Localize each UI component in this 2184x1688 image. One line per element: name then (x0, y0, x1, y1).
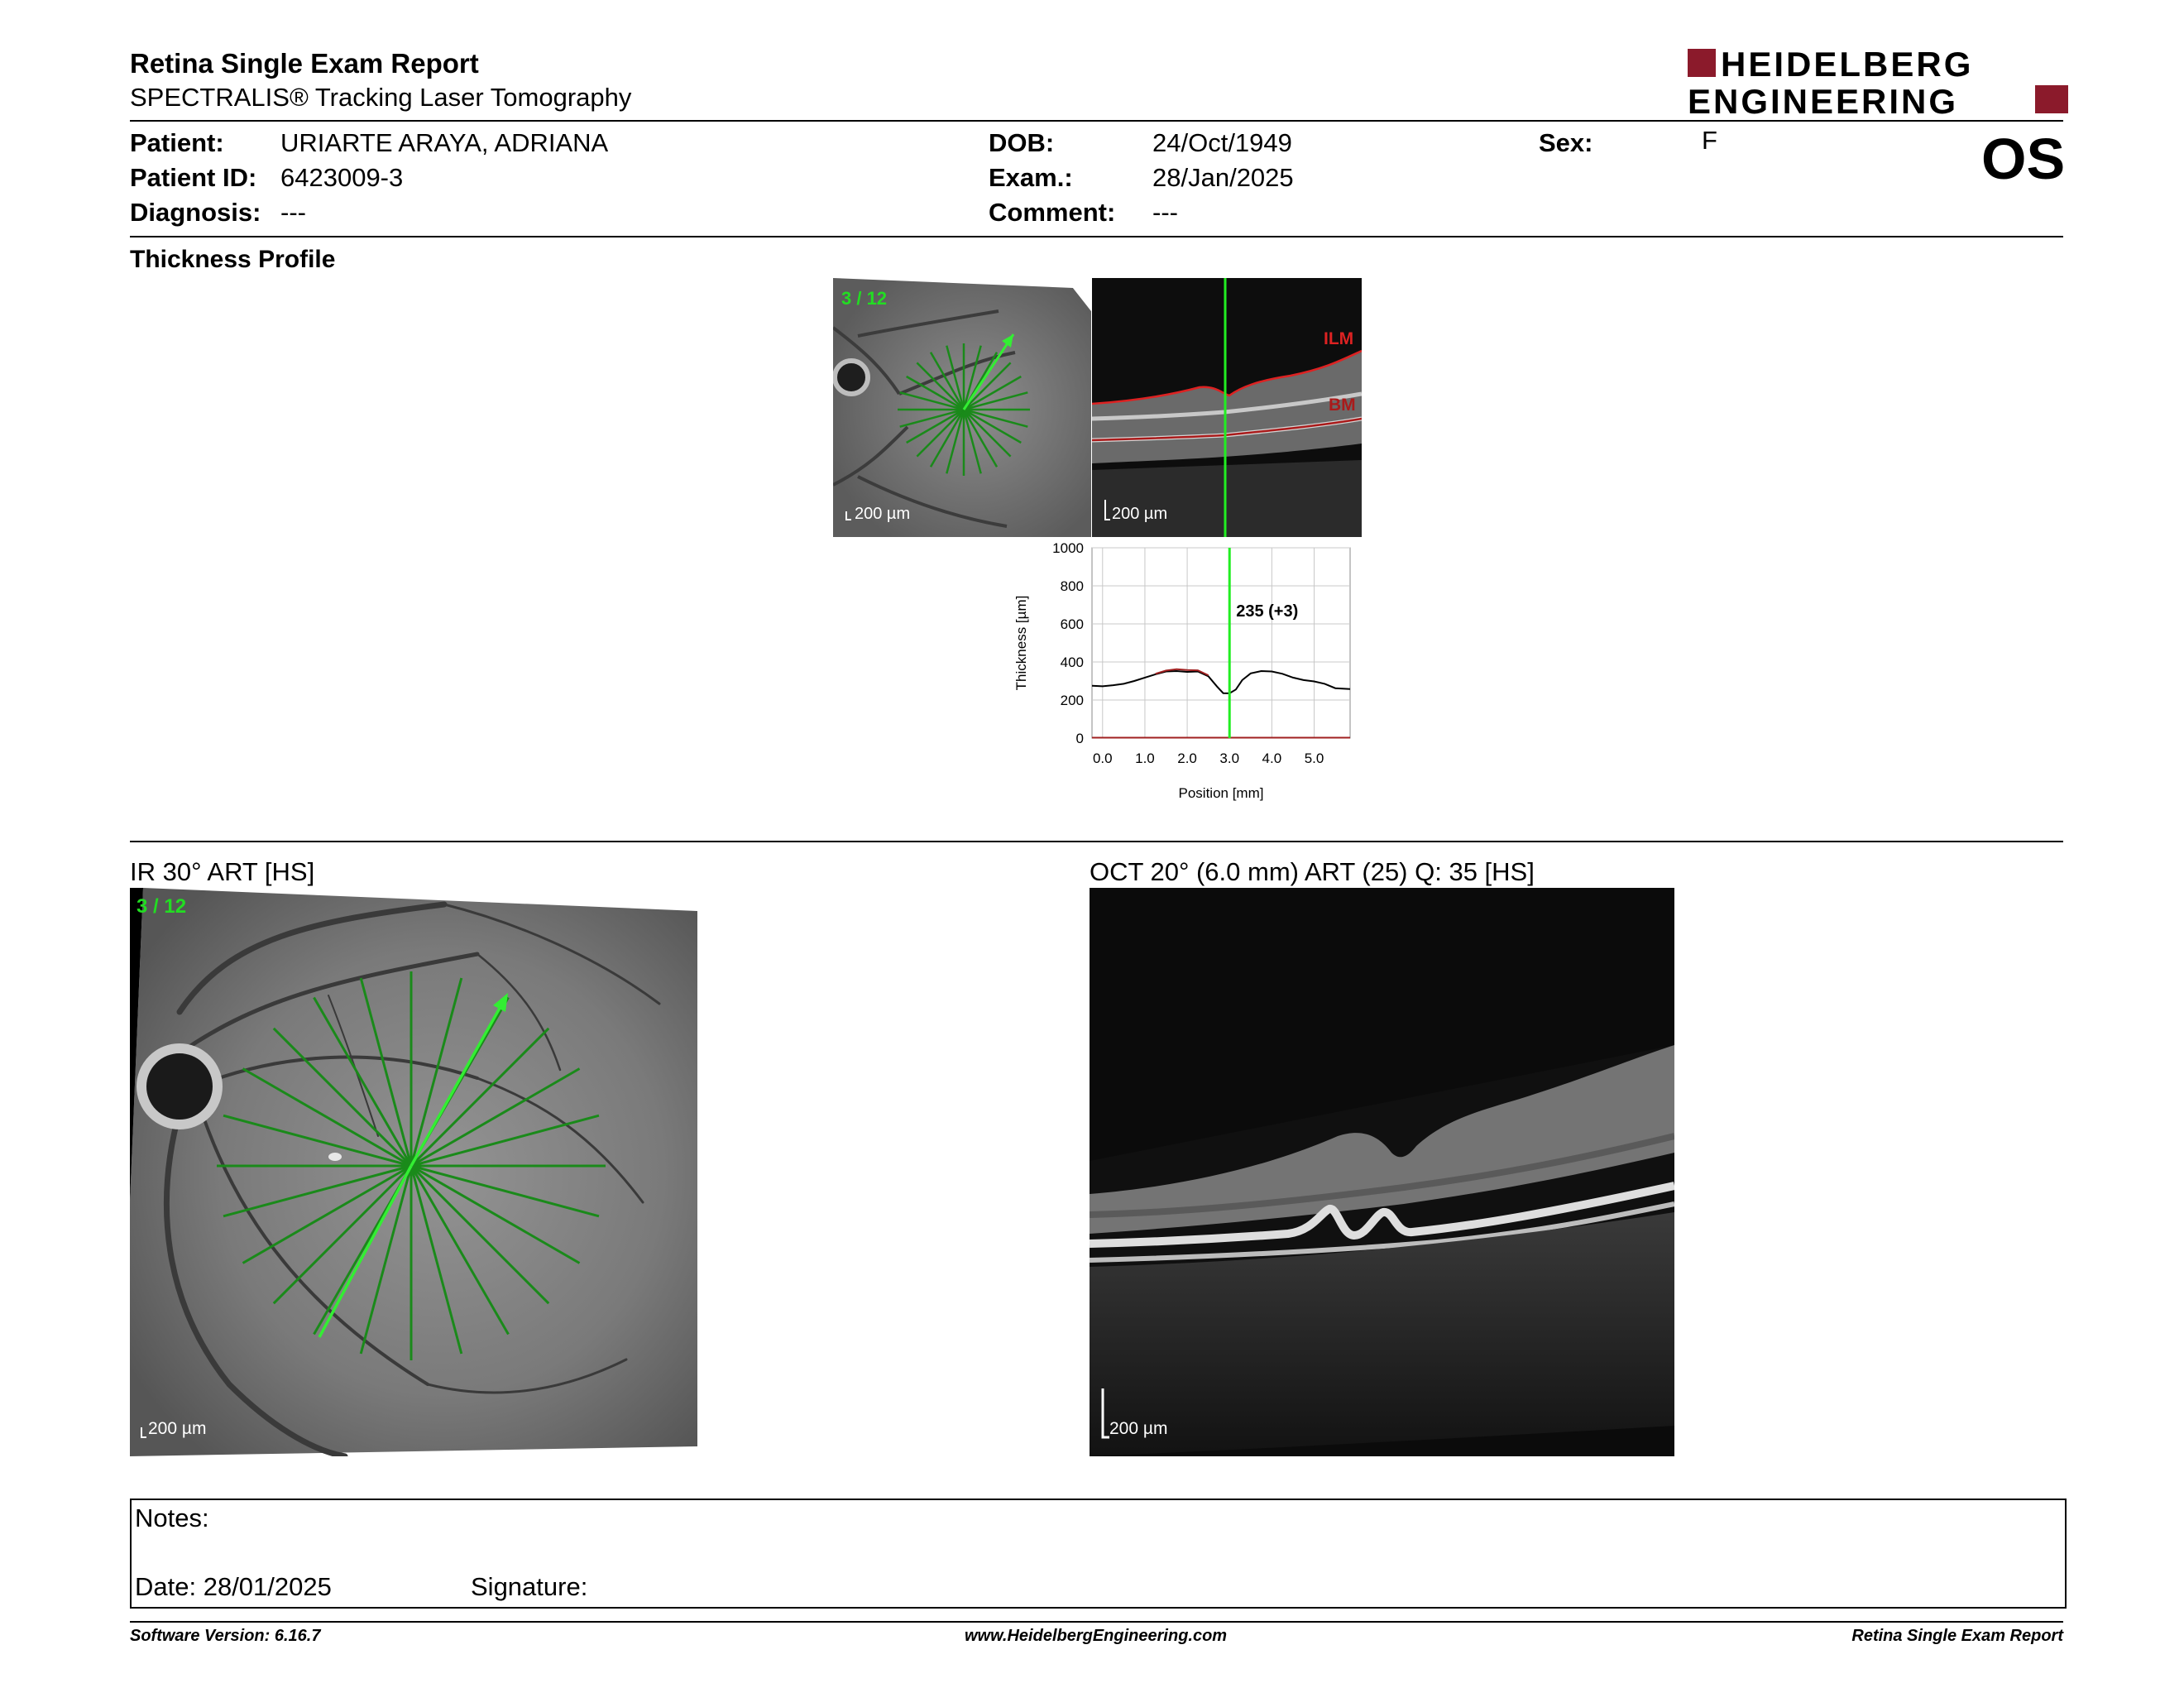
dob-label: DOB: (989, 128, 1055, 157)
chart-y-tick-label: 400 (1060, 655, 1084, 670)
footer-software-version: Software Version: 6.16.7 (130, 1627, 321, 1645)
sex-label: Sex: (1539, 128, 1593, 157)
thumb-scan-index: 3 / 12 (841, 288, 888, 309)
chart-y-axis-label: Thickness [µm] (1013, 595, 1029, 691)
exam-value: 28/Jan/2025 (1152, 163, 1294, 192)
ir-caption: IR 30° ART [HS] (130, 857, 315, 886)
oct-thumb-scale-label: 200 µm (1112, 505, 1168, 523)
logo-line1: HEIDELBERG (1721, 46, 1974, 84)
patient-id: 6423009-3 (280, 163, 404, 192)
ir-scale-label: 200 µm (148, 1419, 207, 1438)
comment-label: Comment: (989, 198, 1116, 227)
chart-y-tick-label: 0 (1075, 731, 1084, 746)
oct-thumbnail (1092, 278, 1362, 537)
header-divider (130, 120, 2063, 122)
exam-label: Exam.: (989, 163, 1073, 192)
patient-label: Patient: (130, 128, 224, 157)
chart-y-tick-label: 200 (1060, 693, 1084, 708)
chart-plot-area (1092, 548, 1350, 738)
footer-report-name: Retina Single Exam Report (1851, 1627, 2063, 1645)
chart-x-tick-label: 0.0 (1092, 750, 1113, 766)
report-title: Retina Single Exam Report (130, 48, 479, 79)
oct-caption: OCT 20° (6.0 mm) ART (25) Q: 35 [HS] (1090, 857, 1535, 886)
ir-scan-index: 3 / 12 (136, 895, 187, 918)
diagnosis-value: --- (280, 198, 306, 227)
bm-label: BM (1329, 396, 1356, 415)
logo-line2: ENGINEERING (1688, 82, 1959, 116)
section-divider (130, 841, 2063, 842)
patient-divider (130, 236, 2063, 237)
dob-value: 24/Oct/1949 (1152, 128, 1292, 157)
chart-x-tick-label: 4.0 (1262, 750, 1282, 766)
chart-y-tick-label: 800 (1060, 578, 1084, 594)
chart-x-tick-label: 2.0 (1177, 750, 1197, 766)
notes-box (130, 1499, 2067, 1609)
signature-label: Signature: (471, 1572, 588, 1601)
diagnosis-label: Diagnosis: (130, 198, 261, 227)
oct-bscan-image (1090, 888, 1674, 1456)
sex-value: F (1702, 126, 1717, 155)
oct-scale-label: 200 µm (1109, 1419, 1168, 1438)
chart-x-tick-label: 5.0 (1304, 750, 1324, 766)
comment-value: --- (1152, 198, 1178, 227)
footer-divider (130, 1621, 2063, 1623)
chart-y-tick-label: 1000 (1052, 540, 1084, 556)
thickness-profile-title: Thickness Profile (130, 246, 336, 273)
heidelberg-logo (1688, 46, 2068, 116)
thickness-chart (1009, 539, 1382, 821)
patient-id-label: Patient ID: (130, 163, 257, 192)
date-label: Date: 28/01/2025 (135, 1572, 332, 1601)
thumb-scale-label: 200 µm (855, 505, 911, 523)
ir-fundus-image (130, 888, 697, 1456)
patient-name: URIARTE ARAYA, ADRIANA (280, 128, 609, 157)
ilm-label: ILM (1324, 329, 1354, 348)
chart-x-tick-label: 1.0 (1135, 750, 1155, 766)
chart-annotation: 235 (+3) (1236, 602, 1299, 621)
eye-indicator: OS (1981, 127, 2066, 191)
chart-y-tick-label: 600 (1060, 616, 1084, 632)
notes-label: Notes: (135, 1503, 209, 1532)
chart-x-tick-label: 3.0 (1219, 750, 1240, 766)
ir-thumbnail (833, 278, 1091, 537)
report-subtitle: SPECTRALIS® Tracking Laser Tomography (130, 83, 632, 112)
chart-x-axis-label: Position [mm] (1178, 785, 1264, 801)
footer-website: www.HeidelbergEngineering.com (965, 1627, 1228, 1645)
